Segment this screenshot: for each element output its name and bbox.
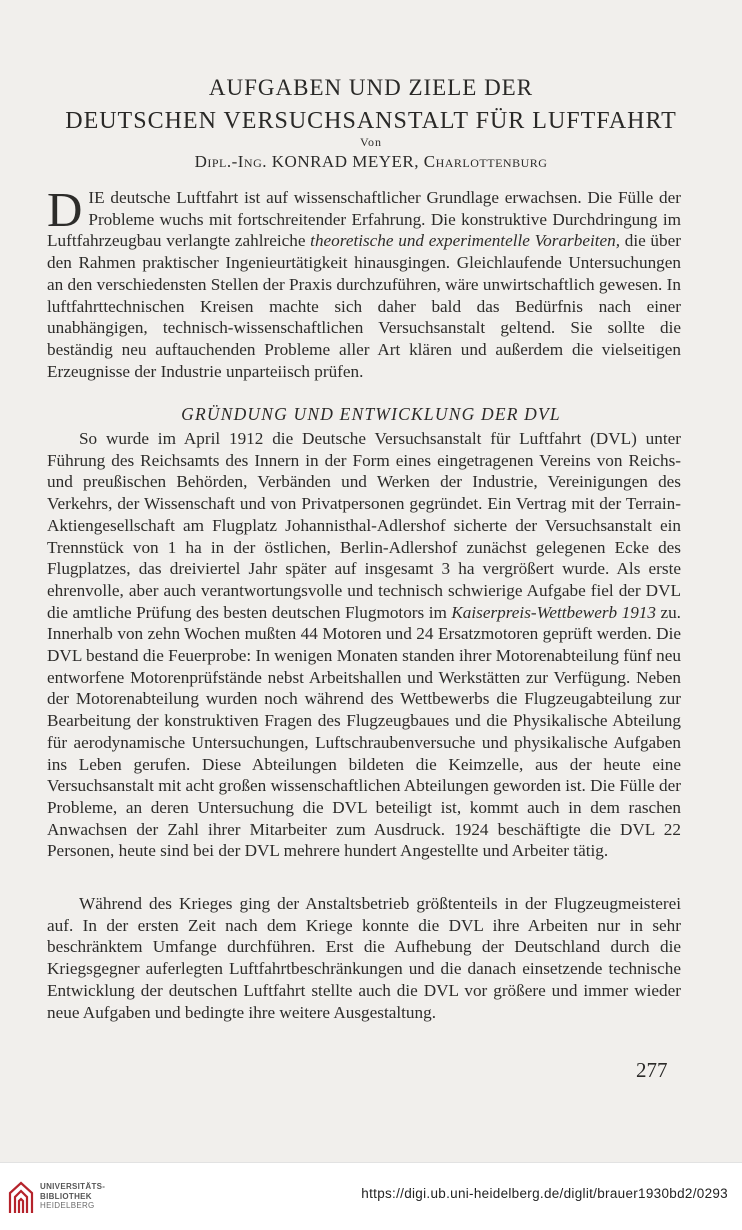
author-line bbox=[0, 152, 742, 172]
viewer-footer bbox=[0, 1162, 742, 1230]
paragraph-founding-text-b: zu. Innerhalb von zehn Wochen mußten 44 Motoren und 24 Ersatzmotoren geprüft werden. Die DVL bestand die Feuerprobe: In wenigen Monaten standen ihrer Motorenabteilung fünf neu entworfene Motorenprüfstände nebst Arbeitshallen und Werkstätten zur Verfügung. Neben der Motorenabteilung wurden noch während des Wettbewerbs die Flugzeugabteilung zur Bearbeitung der konstruktiven Fragen des Flugzeugbaues und die Physikalische Abteilung für aerodynamische Untersuchungen, Luftschraubenversuche und physikalische Aufgaben ins Leben gerufen. Diese Abteilungen bildeten die Keimzelle, aus der heute eine Versuchsanstalt mit acht großen wissenschaftlichen Abteilungen geworden ist. Die Fülle der Probleme, an deren Untersuchung die DVL beteiligt ist, kommt auch in dem raschen Anwachsen der Zahl ihrer Mitarbeiter zum Ausdruck. 1924 beschäftigte die DVL 22 Personen, heute sind bei der DVL mehrere hundert Angestellte und Arbeiter tätig. bbox=[47, 602, 681, 861]
library-name-line-2: BIBLIOTHEK bbox=[40, 1191, 92, 1201]
article-title-line-2: DEUTSCHEN VERSUCHSANSTALT FÜR LUFTFAHRT bbox=[65, 108, 677, 134]
paragraph-intro-text-a: IE deutsche Luftfahrt ist auf wissenschaftlicher Grundlage erwachsen. Die Fülle der Probleme wuchs mit fortschreitender Erfahrung. Die konstruktive Durchdringung im Luftfahrzeugbau verlangte zahlreiche bbox=[47, 188, 681, 251]
paragraph-intro bbox=[47, 182, 681, 382]
section-heading: GRÜNDUNG UND ENTWICKLUNG DER DVL bbox=[181, 404, 561, 424]
library-name bbox=[40, 1182, 105, 1211]
author-name: KONRAD MEYER, bbox=[271, 152, 419, 171]
author-place: Charlottenburg bbox=[423, 152, 548, 171]
paragraph-founding-emphasis: Kaiserpreis-Wettbewerb 1913 bbox=[451, 602, 656, 622]
paragraph-intro-emphasis: theoretische und experimentelle Vorarbeiten, bbox=[310, 231, 621, 251]
university-library-logo-icon bbox=[7, 1179, 35, 1215]
permalink-url[interactable]: https://digi.ub.uni-heidelberg.de/diglit/brauer1930bd2/0293 bbox=[361, 1186, 728, 1201]
byline-von: Von bbox=[359, 135, 383, 149]
library-name-line-3: HEIDELBERG bbox=[40, 1201, 95, 1210]
paragraph-founding-text-a: So wurde im April 1912 die Deutsche Versuchsanstalt für Luftfahrt (DVL) unter Führung des Reichsamts des Innern in der Form eines eingetragenen Vereins von Reichs- und preußischen Behörden, Verbänden und Werken der Industrie, Vereinigungen des Verkehrs, der Wissenschaft und von Privatpersonen gegründet. Ein Vertrag mit der Terrain-Aktiengesellschaft am Flugplatz Johannisthal-Adlershof sicherte der Versuchsanstalt ein Trennstück von 1 ha in der östlichen, Berlin-Adlershof zunächst gelegenen Ecke des Flugplatzes, das dreiviertel Jahr später auf insgesamt 3 ha vergrößert wurde. Als erste ehrenvolle, aber auch verantwortungsvolle und technisch schwierige Aufgabe fiel der DVL die amtliche Prüfung des besten deutschen Flugmotors im bbox=[47, 429, 681, 622]
drop-cap: D bbox=[47, 182, 83, 237]
paragraph-intro-text-b: die über den Rahmen praktischer Ingenieurtätigkeit hinausgingen. Gleichlaufende Untersuchungen an den verschiedensten Stellen der Praxis durchzuführen, wäre unwirtschaftlich gewesen. In luftfahrttechnischen Kreisen machte sich daher bald das Bedürfnis nach einer unabhängigen, technisch-wissenschaftlichen Versuchsanstalt geltend. Sie sollte die beständig neu auftauchenden Probleme aller Art klären und außerdem die vielseitigen Erzeugnisse der Industrie unparteiisch prüfen. bbox=[47, 231, 681, 381]
page-number: 277 bbox=[636, 1058, 668, 1082]
paragraph-founding bbox=[47, 428, 681, 862]
library-name-line-1: UNIVERSITÄTS- bbox=[40, 1182, 106, 1191]
paragraph-war: Während des Krieges ging der Anstaltsbetrieb größtenteils in der Flugzeugmeisterei auf. In der ersten Zeit nach dem Kriege konnte die DVL ihre Arbeiten nur in sehr beschränktem Umfange durchführen. Erst die Aufhebung der Deutschland durch die Kriegsgegner auferlegten Luftfahrtbeschränkungen und die danach einsetzende technische Entwicklung der deutschen Luftfahrt stellte auch die DVL vor größere und immer wieder neue Aufgaben und bedingte ihre weitere Ausgestaltung. bbox=[47, 894, 681, 1022]
author-prefix: Dipl.-Ing. bbox=[194, 152, 268, 171]
article-title-line-1: AUFGABEN UND ZIELE DER bbox=[208, 75, 534, 100]
